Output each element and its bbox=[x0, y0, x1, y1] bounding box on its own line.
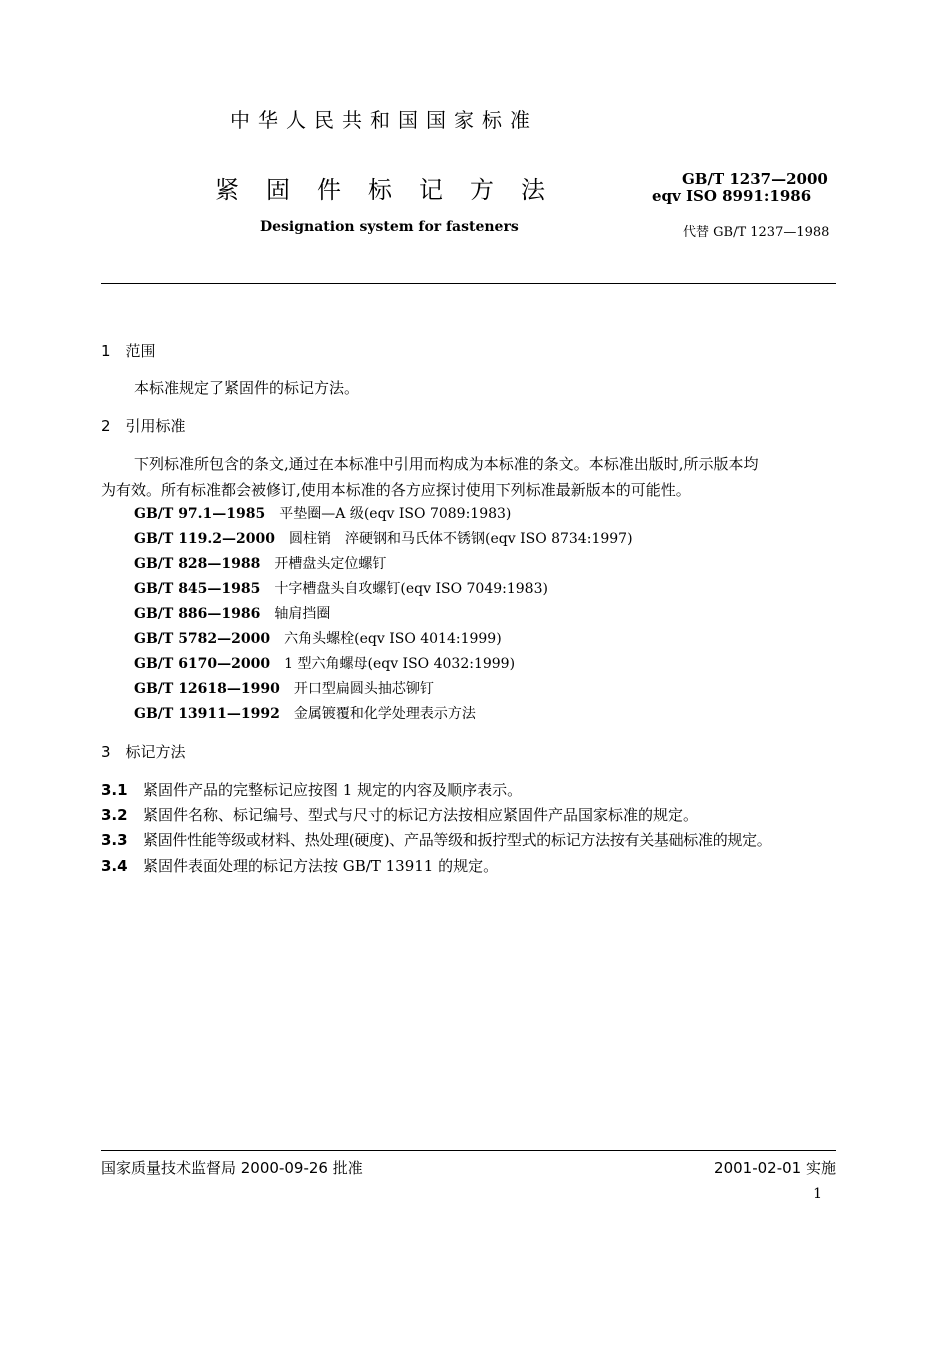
reference-item bbox=[134, 703, 476, 723]
section-2-text-line1: 下列标准所包含的条文,通过在本标准中引用而构成为本标准的条文。本标准出版时,所示版本均 bbox=[134, 455, 759, 473]
reference-item bbox=[134, 603, 330, 623]
reference-item bbox=[134, 628, 502, 648]
reference-code: GB/T 119.2—2000 bbox=[134, 531, 275, 547]
footer-divider bbox=[101, 1150, 836, 1151]
clause-text: 紧固件性能等级或材料、热处理(硬度)、产品等级和扳拧型式的标记方法按有关基础标准的规定。 bbox=[143, 831, 772, 849]
reference-title: 开口型扁圆头抽芯铆钉 bbox=[293, 681, 434, 697]
national-standard-heading: 中华人民共和国国家标准 bbox=[230, 108, 538, 132]
section-1-text: 本标准规定了紧固件的标记方法。 bbox=[134, 379, 360, 397]
replaces-standard: 代替 GB/T 1237—1988 bbox=[683, 225, 830, 240]
reference-code: GB/T 886—1986 bbox=[134, 606, 261, 622]
approval-note: 国家质量技术监督局 2000-09-26 批准 bbox=[101, 1159, 363, 1177]
clause-number: 3.3 bbox=[101, 831, 128, 849]
reference-item bbox=[134, 553, 386, 573]
implementation-date: 2001-02-01 实施 bbox=[714, 1159, 836, 1177]
reference-code: GB/T 828—1988 bbox=[134, 556, 261, 572]
clause-item bbox=[101, 855, 498, 876]
reference-title: 金属镀覆和化学处理表示方法 bbox=[293, 706, 476, 722]
page-number: 1 bbox=[813, 1186, 822, 1202]
standard-number: GB/T 1237—2000 bbox=[682, 170, 828, 188]
clause-item bbox=[101, 829, 772, 850]
section-2-heading: 2 引用标准 bbox=[101, 417, 186, 435]
reference-item bbox=[134, 678, 434, 698]
clause-text: 紧固件表面处理的标记方法按 GB/T 13911 的规定。 bbox=[143, 857, 499, 875]
reference-code: GB/T 12618—1990 bbox=[134, 681, 280, 697]
reference-code: GB/T 6170—2000 bbox=[134, 656, 271, 672]
clause-number: 3.1 bbox=[101, 781, 128, 799]
english-title: Designation system for fasteners bbox=[260, 219, 519, 235]
equivalent-standard: eqv ISO 8991:1986 bbox=[652, 187, 812, 205]
clause-item bbox=[101, 779, 522, 800]
reference-item bbox=[134, 578, 548, 598]
reference-item bbox=[134, 528, 633, 548]
reference-title: 平垫圈—A 级(eqv ISO 7089:1983) bbox=[279, 506, 512, 522]
header-divider bbox=[101, 283, 836, 284]
reference-code: GB/T 13911—1992 bbox=[134, 706, 280, 722]
section-2-text-line2: 为有效。所有标准都会被修订,使用本标准的各方应探讨使用下列标准最新版本的可能性。 bbox=[101, 481, 691, 499]
reference-code: GB/T 845—1985 bbox=[134, 581, 261, 597]
reference-title: 六角头螺栓(eqv ISO 4014:1999) bbox=[284, 631, 502, 647]
section-3-heading: 3 标记方法 bbox=[101, 743, 186, 761]
reference-title: 1 型六角螺母(eqv ISO 4032:1999) bbox=[284, 656, 516, 672]
reference-title: 十字槽盘头自攻螺钉(eqv ISO 7049:1983) bbox=[274, 581, 548, 597]
section-1-heading: 1 范围 bbox=[101, 342, 156, 360]
clause-number: 3.4 bbox=[101, 857, 128, 875]
clause-number: 3.2 bbox=[101, 806, 128, 824]
reference-title: 开槽盘头定位螺钉 bbox=[274, 556, 387, 572]
reference-item bbox=[134, 503, 511, 523]
reference-title: 轴肩挡圈 bbox=[274, 606, 331, 622]
clause-text: 紧固件名称、标记编号、型式与尺寸的标记方法按相应紧固件产品国家标准的规定。 bbox=[143, 806, 699, 824]
clause-item bbox=[101, 804, 698, 825]
reference-item bbox=[134, 653, 515, 673]
reference-code: GB/T 5782—2000 bbox=[134, 631, 271, 647]
document-title: 紧固件标记方法 bbox=[215, 176, 572, 204]
reference-title: 圆柱销 淬硬钢和马氏体不锈钢(eqv ISO 8734:1997) bbox=[289, 531, 633, 547]
clause-text: 紧固件产品的完整标记应按图 1 规定的内容及顺序表示。 bbox=[143, 781, 523, 799]
reference-code: GB/T 97.1—1985 bbox=[134, 506, 266, 522]
